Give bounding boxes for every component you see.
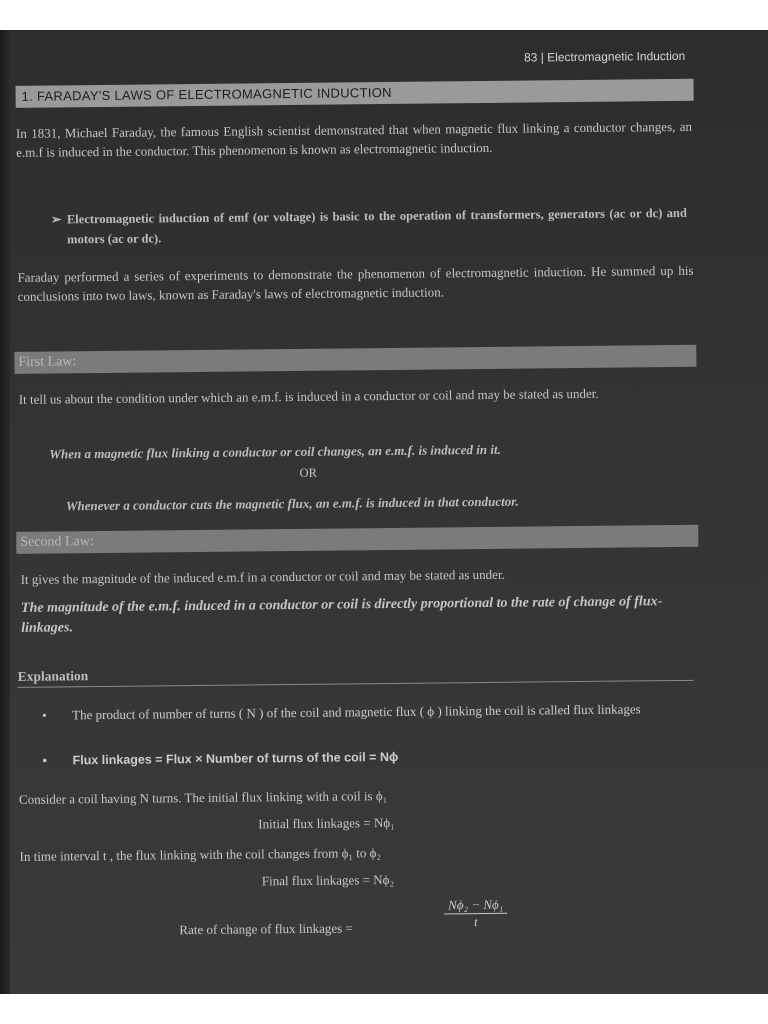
first-law-text: It tell us about the condition under which an e.m.f. is induced in a conductor or coil and may be stated as under. xyxy=(18,385,599,407)
explanation-bullet-1 xyxy=(42,699,692,724)
final-flux-equation: Final flux linkages = Nϕ₂ xyxy=(261,871,395,889)
experiments-paragraph: Faraday performed a series of experiments to demonstrate the phenomenon of electromagnetic induction. He summed up his conclusions into two laws, known as Faraday's laws of electromagnetic induction. xyxy=(17,262,694,304)
first-law-statement-1: When a magnetic flux linking a conductor or coil changes, an e.m.f. is induced in it. xyxy=(49,441,501,462)
bullet-dot-icon: • xyxy=(42,753,48,768)
textbook-page xyxy=(5,30,768,994)
first-law-heading: First Law: xyxy=(14,345,696,374)
bold-note xyxy=(50,203,687,249)
rate-fraction xyxy=(444,897,507,931)
bullet-1-text: The product of number of turns ( N ) of the coil and magnetic flux ( ϕ ) linking the coil is called flux linkages xyxy=(72,701,641,723)
intro-paragraph: In 1831, Michael Faraday, the famous English scientist demonstrated that when magnetic flux linking a conductor changes, an e.m.f is induced in the conductor. This phenomenon is known as electromagnetic induction. xyxy=(15,118,693,160)
document-photo xyxy=(0,30,768,994)
running-head: 83 | Electromagnetic Induction xyxy=(523,48,686,65)
explanation-rule xyxy=(18,680,694,688)
consider-line: Consider a coil having N turns. The initial flux linking with a coil is ϕ₁ xyxy=(18,788,388,807)
second-law-statement: The magnitude of the e.m.f. induced in a conductor or coil is directly proportional to the rate of change of flux- linkages. xyxy=(20,594,663,636)
arrow-bullet-icon: ➢ xyxy=(50,212,62,227)
rate-label: Rate of change of flux linkages = xyxy=(179,920,353,938)
rate-denominator: t xyxy=(473,914,478,930)
section-title: 1. FARADAY'S LAWS OF ELECTROMAGNETIC INDUCTION xyxy=(16,79,694,108)
initial-flux-equation: Initial flux linkages = Nϕ₁ xyxy=(258,814,395,832)
rate-numerator: Nϕ₂ − Nϕ₁ xyxy=(444,897,507,915)
first-law-statement-2: Whenever a conductor cuts the magnetic flux, an e.m.f. is induced in that conductor. xyxy=(65,493,519,514)
explanation-bullet-2 xyxy=(42,745,692,770)
time-interval-line: In time interval t , the flux linking with the coil changes from ϕ₁ to ϕ₂ xyxy=(19,845,382,864)
bullet-2-text: Flux linkages = Flux × Number of turns of the coil = Nϕ xyxy=(72,749,399,768)
bottom-margin xyxy=(0,994,768,1024)
first-law-or: OR xyxy=(299,465,318,480)
second-law-heading: Second Law: xyxy=(16,525,698,554)
explanation-heading: Explanation xyxy=(17,668,89,684)
bold-note-text: Electromagnetic induction of emf (or voltage) is basic to the operation of transformers, generators (ac or dc) and motors (ac or dc). xyxy=(66,205,687,247)
bullet-dot-icon: • xyxy=(42,707,47,723)
second-law-text: It gives the magnitude of the induced e.m.f in a conductor or coil and may be stated as under. xyxy=(20,566,505,587)
